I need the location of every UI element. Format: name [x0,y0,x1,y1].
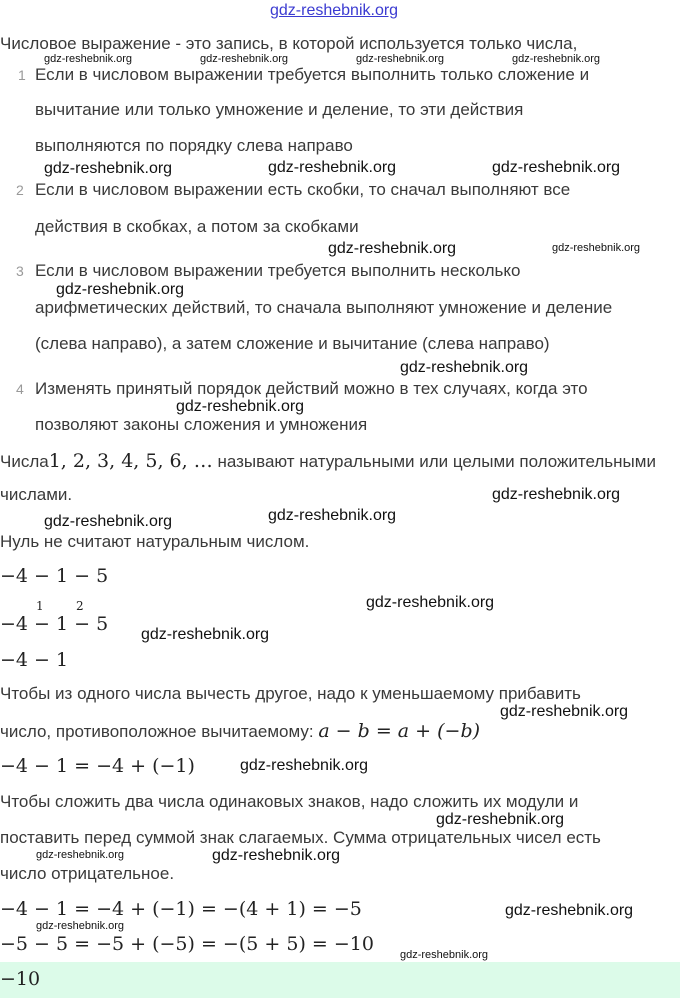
site-watermark-link[interactable]: gdz-reshebnik.org [270,2,399,19]
watermark: gdz-reshebnik.org [366,594,495,611]
natural-numbers-text-2: числами. [0,485,73,504]
answer-box [0,962,680,998]
natural-math: 1, 2, 3, 4, 5, 6, … [48,450,213,472]
watermark: gdz-reshebnik.org [552,242,641,254]
rule-line: Если в числовом выражении требуется выполнить только сложение и [35,65,590,84]
rule-line: арифметических действий, то сначала выполняют умножение и деление [35,298,613,317]
watermark: gdz-reshebnik.org [141,626,270,643]
rule-number: 3 [16,263,24,279]
natural-prefix: Числа [0,452,49,471]
rule-number: 2 [16,182,24,198]
rule-line: действия в скобках, а потом за скобками [35,217,359,236]
watermark: gdz-reshebnik.org [436,811,565,828]
natural-suffix: называют натуральными или целыми положительными [212,452,656,471]
watermark: gdz-reshebnik.org [44,53,133,65]
add-rule-line: Чтобы сложить два числа одинаковых знаков, надо сложить их модули и [0,792,579,811]
watermark: gdz-reshebnik.org [200,53,289,65]
step-1: −4 − 1 = −4 + (−1) [0,755,195,777]
add-rule-line: поставить перед суммой знак слагаемых. Сумма отрицательных чисел есть [0,828,601,847]
watermark: gdz-reshebnik.org [44,160,173,177]
step-3: −5 − 5 = −5 + (−5) = −(5 + 5) = −10 [0,933,374,955]
watermark: gdz-reshebnik.org [212,847,341,864]
watermark: gdz-reshebnik.org [328,240,457,257]
watermark: gdz-reshebnik.org [176,398,305,415]
step-2: −4 − 1 = −4 + (−1) = −(4 + 1) = −5 [0,898,362,920]
expression-1: −4 − 1 − 5 [0,565,109,587]
watermark: gdz-reshebnik.org [500,703,629,720]
zero-text: Нуль не считают натуральным числом. [0,532,310,551]
rule-line: Если в числовом выражении требуется выполнить несколько [35,261,521,280]
rule-line: позволяют законы сложения и умножения [35,415,368,434]
subtract-formula: a − b = a + (−b) [318,720,481,742]
subtract-rule-line: Чтобы из одного числа вычесть другое, надо к уменьшаемому прибавить [0,684,581,703]
watermark: gdz-reshebnik.org [268,159,397,176]
watermark: gdz-reshebnik.org [268,507,397,524]
definition-text: Числовое выражение - это запись, в которой используется только числа, [0,34,578,53]
watermark: gdz-reshebnik.org [512,53,601,65]
expression-2: −4 − 1 − 5 [0,613,109,635]
rule-line: (слева направо), а затем сложение и вычитание (слева направо) [35,334,550,353]
subtract-rule-line [0,720,480,743]
rule-number: 1 [18,67,26,83]
watermark: gdz-reshebnik.org [56,281,185,298]
order-mark-1: 1 [36,599,44,613]
rule-line: выполняются по порядку слева направо [35,136,353,155]
order-mark-2: 2 [76,599,84,613]
add-rule-line: число отрицательное. [0,864,175,883]
watermark: gdz-reshebnik.org [492,486,621,503]
watermark: gdz-reshebnik.org [492,159,621,176]
rule-line: Если в числовом выражении есть скобки, то сначал выполняют все [35,180,571,199]
rule-line: Изменять принятый порядок действий можно в тех случаях, когда это [35,379,588,398]
watermark: gdz-reshebnik.org [505,902,634,919]
watermark: gdz-reshebnik.org [44,513,173,530]
natural-numbers-text [0,451,656,472]
watermark: gdz-reshebnik.org [36,920,125,932]
watermark: gdz-reshebnik.org [400,949,489,961]
watermark: gdz-reshebnik.org [240,757,369,774]
watermark: gdz-reshebnik.org [356,53,445,65]
watermark: gdz-reshebnik.org [400,359,529,376]
watermark: gdz-reshebnik.org [36,849,125,861]
rule-line: вычитание или только умножение и деление, то эти действия [35,100,524,119]
answer-value: −10 [0,968,41,990]
rule-number: 4 [16,381,24,397]
subtract-rule-text: число, противоположное вычитаемому: [0,722,319,741]
expression-3: −4 − 1 [0,649,69,671]
